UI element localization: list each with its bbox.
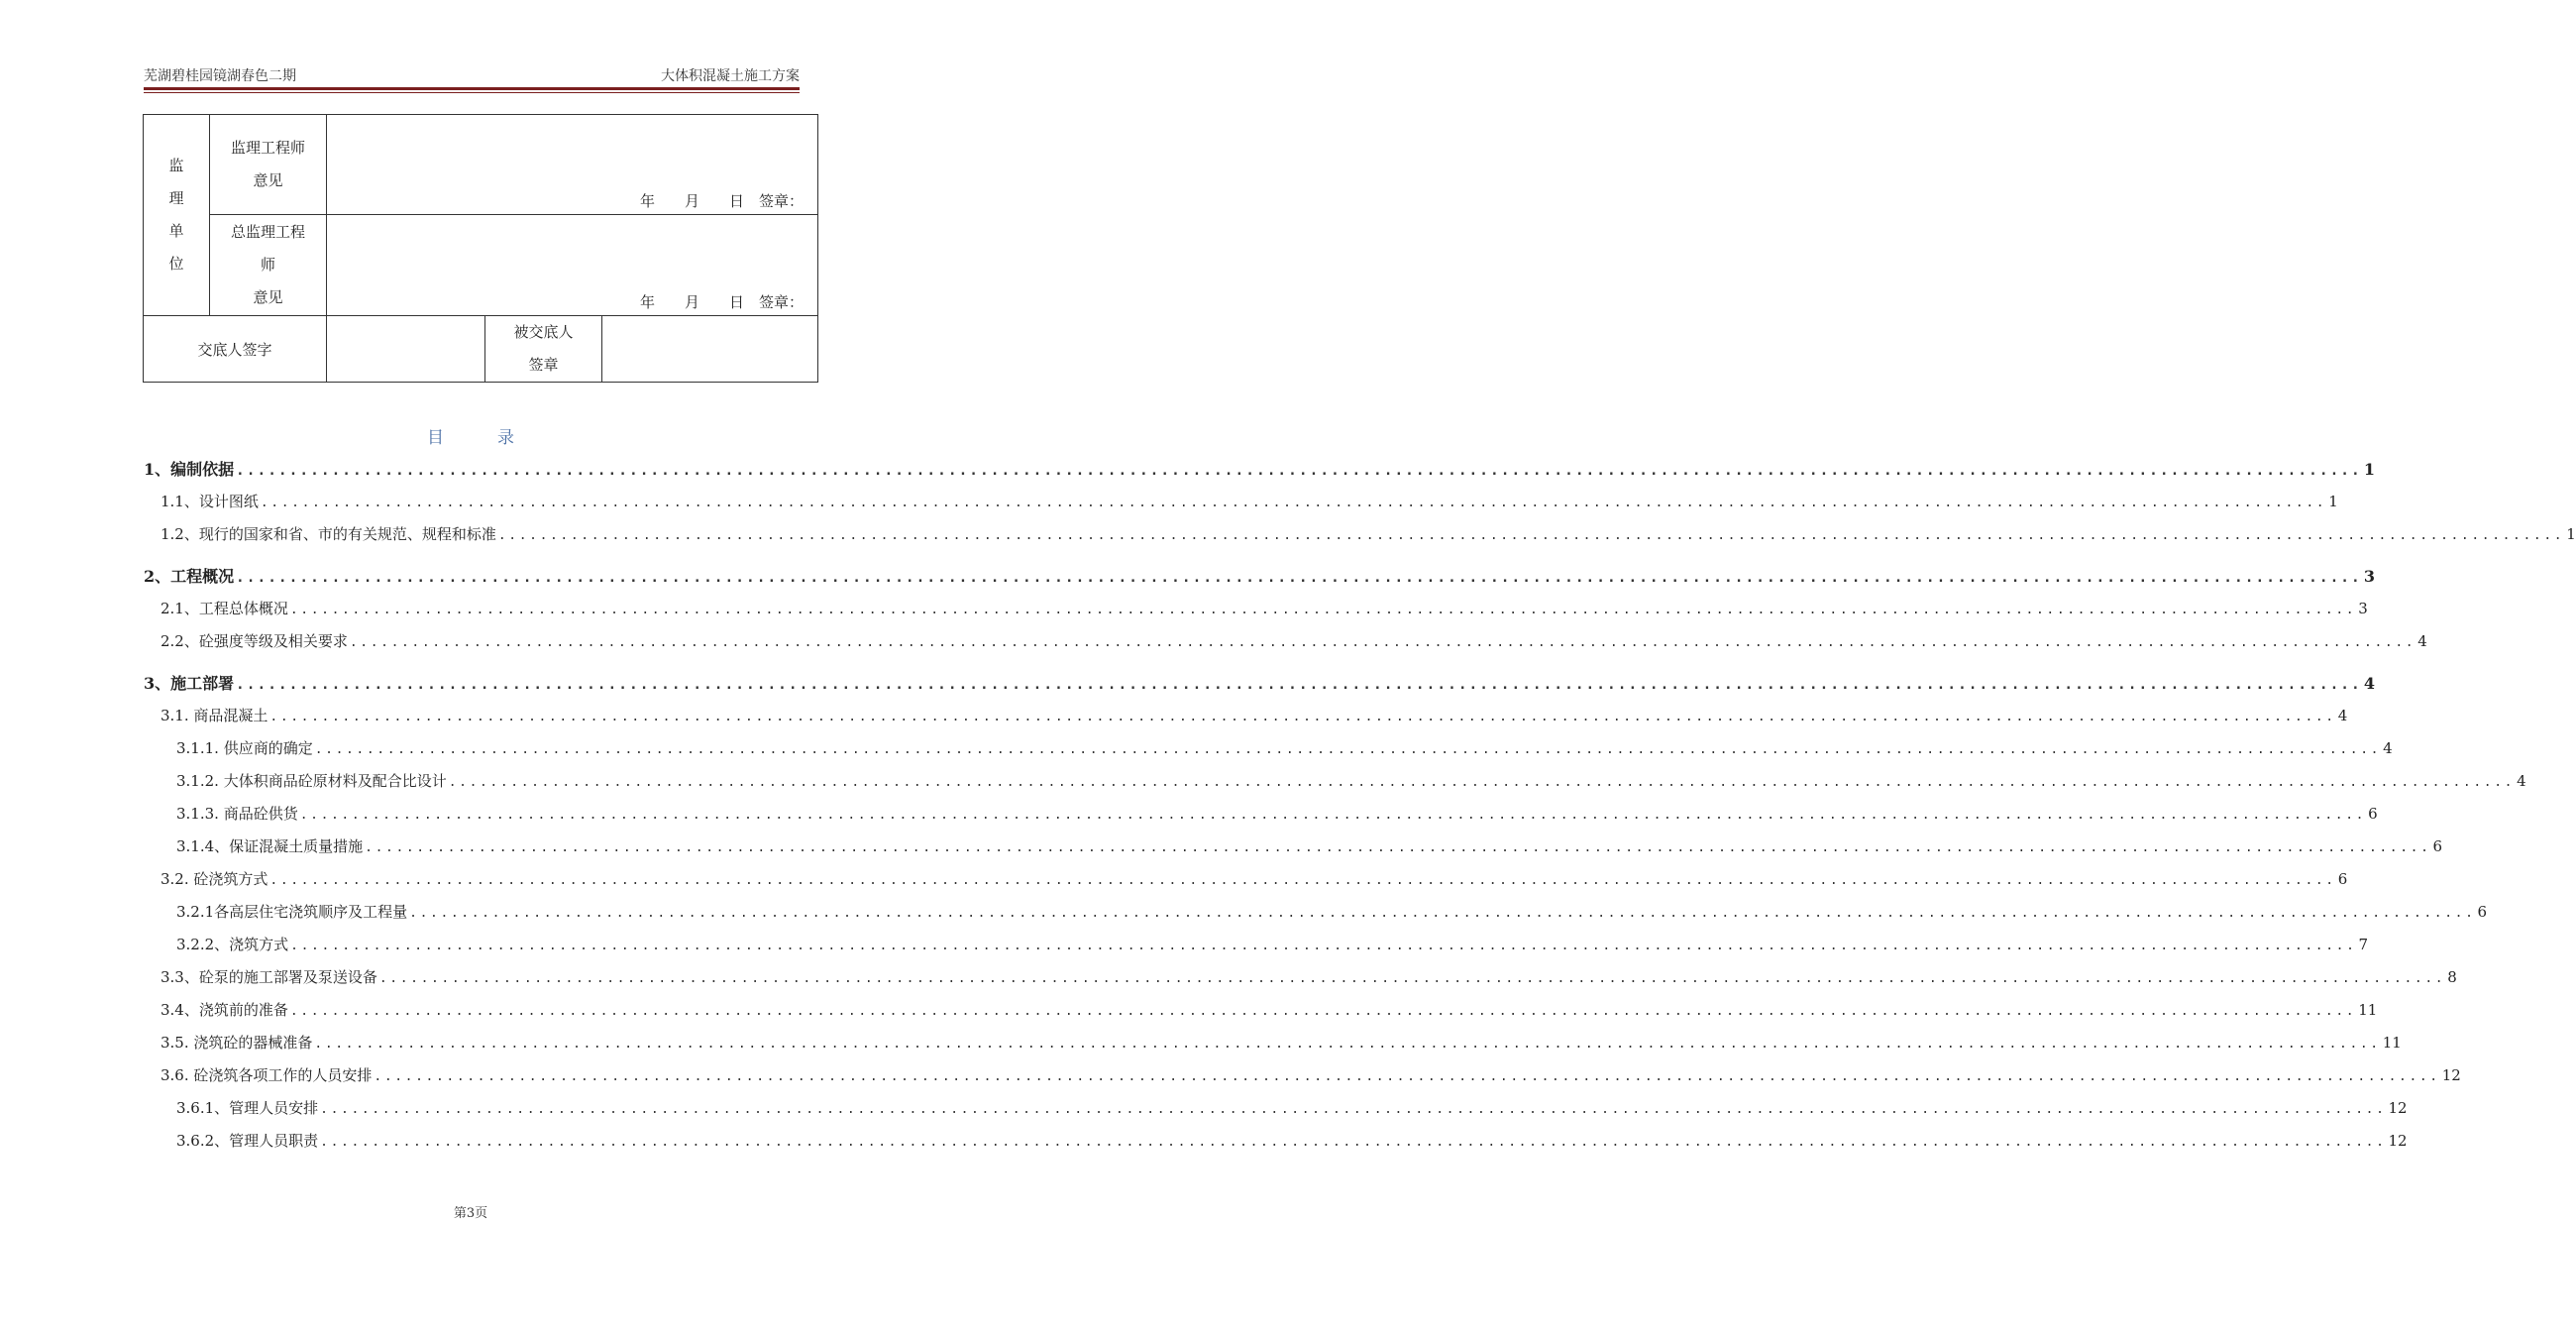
toc-entry-page: 4 [2417,632,2427,650]
toc-entry[interactable] [144,929,2369,961]
label-line: 监理工程师 [230,139,305,157]
toc-entry-title: 2.2、砼强度等级及相关要求 [161,632,348,650]
toc-entry-title: 3.1.3. 商品砼供货 [176,805,298,823]
unit-label-char: 位 [168,255,184,273]
page-header [144,65,800,87]
toc-entry-page: 12 [2388,1099,2408,1117]
toc-entry-title: 3.3、砼泵的施工部署及泵送设备 [161,968,377,986]
toc-entry-title: 3、施工部署 [144,674,235,693]
header-rule-thick [144,87,800,90]
chief-supervisor-opinion-label [210,215,327,316]
handover-signature-label: 交底人签字 [144,316,327,383]
toc-entry[interactable] [144,667,2376,700]
toc-entry-title: 3.1. 商品混凝土 [161,707,268,724]
toc-entry[interactable] [144,593,2368,625]
toc-title-char: 目 [427,428,444,448]
supervisor-opinion-label [210,115,327,215]
toc-entry[interactable] [144,994,2378,1027]
toc-leader-dots: ........................................................................................................................................................................................................ [497,528,2565,543]
toc-entry-title: 1.1、设计图纸 [161,493,259,510]
toc-entry-page: 4 [2363,674,2376,693]
toc-leader-dots: ........................................................................................................................................................................................................ [320,1102,2387,1117]
toc-entry[interactable] [144,732,2393,765]
unit-label-char: 单 [168,222,184,240]
toc-entry-title: 1.2、现行的国家和省、市的有关规范、规程和标准 [161,525,496,543]
toc-leader-dots: ........................................................................................................................................................................................................ [349,635,2416,650]
toc-entry-title: 3.1.2. 大体积商品砼原材料及配合比设计 [176,772,447,790]
toc-entry-page: 1 [2363,460,2376,479]
toc-entry-page: 7 [2358,936,2369,953]
toc-title-char: 录 [497,428,514,448]
toc-leader-dots: ........................................................................................................................................................................................................ [269,873,2336,888]
toc-entry-title: 3.2.2、浇筑方式 [176,936,289,953]
table-of-contents [144,451,2576,1158]
toc-leader-dots: ........................................................................................................................................................................................................ [409,906,2476,921]
toc-entry[interactable] [144,831,2443,863]
toc-leader-dots: ........................................................................................................................................................................................................ [269,710,2336,724]
toc-entry[interactable] [144,625,2427,658]
toc-entry-title: 3.6.2、管理人员职责 [176,1132,319,1150]
toc-entry-page: 6 [2368,805,2378,823]
toc-leader-dots: ........................................................................................................................................................................................................ [289,603,2357,617]
header-rule-thin [144,92,800,93]
toc-entry-page: 6 [2337,870,2348,888]
toc-entry[interactable] [144,486,2338,518]
label-line: 签章 [528,356,559,374]
toc-entry[interactable] [144,1059,2461,1092]
toc-entry-title: 3.2.1各高层住宅浇筑顺序及工程量 [176,903,408,921]
toc-leader-dots: ........................................................................................................................................................................................................ [236,463,2362,479]
toc-entry-page: 6 [2477,903,2488,921]
toc-leader-dots: ........................................................................................................................................................................................................ [299,808,2367,823]
toc-leader-dots: ........................................................................................................................................................................................................ [314,742,2382,757]
date-signature-line: 年 月 日 签章： [640,293,805,311]
toc-entry[interactable] [144,765,2526,798]
toc-entry-page: 6 [2432,837,2443,855]
label-line: 师 [260,256,275,274]
toc-entry-page: 3 [2363,567,2376,586]
toc-leader-dots: ........................................................................................................................................................................................................ [378,971,2446,986]
toc-leader-dots: ........................................................................................................................................................................................................ [365,840,2431,855]
toc-leader-dots: ........................................................................................................................................................................................................ [236,677,2362,693]
supervisor-opinion-cell [327,115,818,215]
toc-entry-page: 11 [2358,1001,2378,1019]
toc-entry-page: 12 [2388,1132,2408,1150]
handover-signature-cell [327,316,485,383]
receiver-signature-cell [602,316,818,383]
toc-entry-title: 3.5. 浇筑砼的器械准备 [161,1034,313,1052]
toc-leader-dots: ........................................................................................................................................................................................................ [314,1037,2381,1052]
toc-leader-dots: ........................................................................................................................................................................................................ [320,1135,2387,1150]
toc-leader-dots: ........................................................................................................................................................................................................ [289,1004,2357,1019]
toc-entry-page: 11 [2382,1034,2402,1052]
toc-entry-title: 3.1.4、保证混凝土质量措施 [176,837,364,855]
toc-entry[interactable] [144,1092,2408,1125]
toc-entry[interactable] [144,1125,2408,1158]
chief-supervisor-opinion-cell [327,215,818,316]
toc-leader-dots: ........................................................................................................................................................................................................ [290,939,2357,953]
header-document-title: 大体积混凝土施工方案 [661,68,800,84]
page-number: 第3页 [453,1206,488,1221]
toc-entry[interactable] [144,453,2376,486]
toc-entry[interactable] [144,961,2457,994]
toc-entry-title: 1、编制依据 [144,460,235,479]
toc-leader-dots: ........................................................................................................................................................................................................ [236,570,2362,586]
toc-entry-title: 3.1.1. 供应商的确定 [176,739,313,757]
label-line: 被交底人 [513,323,574,341]
toc-entry[interactable] [144,700,2348,732]
toc-entry-page: 8 [2447,968,2457,986]
toc-entry-title: 3.2. 砼浇筑方式 [161,870,268,888]
toc-entry-page: 3 [2358,600,2368,617]
toc-entry[interactable] [144,863,2348,896]
toc-leader-dots: ........................................................................................................................................................................................................ [374,1069,2440,1084]
toc-entry-page: 4 [2383,739,2393,757]
toc-entry-title: 3.6.1、管理人员安排 [176,1099,319,1117]
supervision-unit-label [144,115,210,316]
toc-title [0,423,941,448]
label-line: 总监理工程 [230,223,305,241]
label-line: 意见 [253,288,283,306]
toc-entry-title: 3.4、浇筑前的准备 [161,1001,288,1019]
toc-entry-title: 2.1、工程总体概况 [161,600,288,617]
toc-entry-page: 4 [2517,772,2526,790]
toc-entry-page: 4 [2337,707,2348,724]
toc-entry[interactable] [144,560,2376,593]
receiver-signature-label [485,316,602,383]
supervision-sign-table [143,114,818,383]
toc-entry-page: 1 [2328,493,2338,510]
toc-entry[interactable] [144,1027,2402,1059]
toc-entry[interactable] [144,518,2576,551]
toc-entry[interactable] [144,896,2488,929]
header-project-name: 芜湖碧桂园镜湖春色二期 [144,68,296,84]
toc-entry-page: 12 [2441,1066,2461,1084]
toc-entry[interactable] [144,798,2378,831]
toc-entry-title: 3.6. 砼浇筑各项工作的人员安排 [161,1066,373,1084]
toc-entry-page: 1 [2566,525,2576,543]
label-line: 意见 [253,171,283,189]
date-signature-line: 年 月 日 签章： [640,192,805,210]
toc-leader-dots: ........................................................................................................................................................................................................ [260,496,2327,510]
unit-label-char: 理 [168,189,184,207]
toc-leader-dots: ........................................................................................................................................................................................................ [448,775,2516,790]
unit-label-char: 监 [168,157,184,174]
toc-entry-title: 2、工程概况 [144,567,235,586]
